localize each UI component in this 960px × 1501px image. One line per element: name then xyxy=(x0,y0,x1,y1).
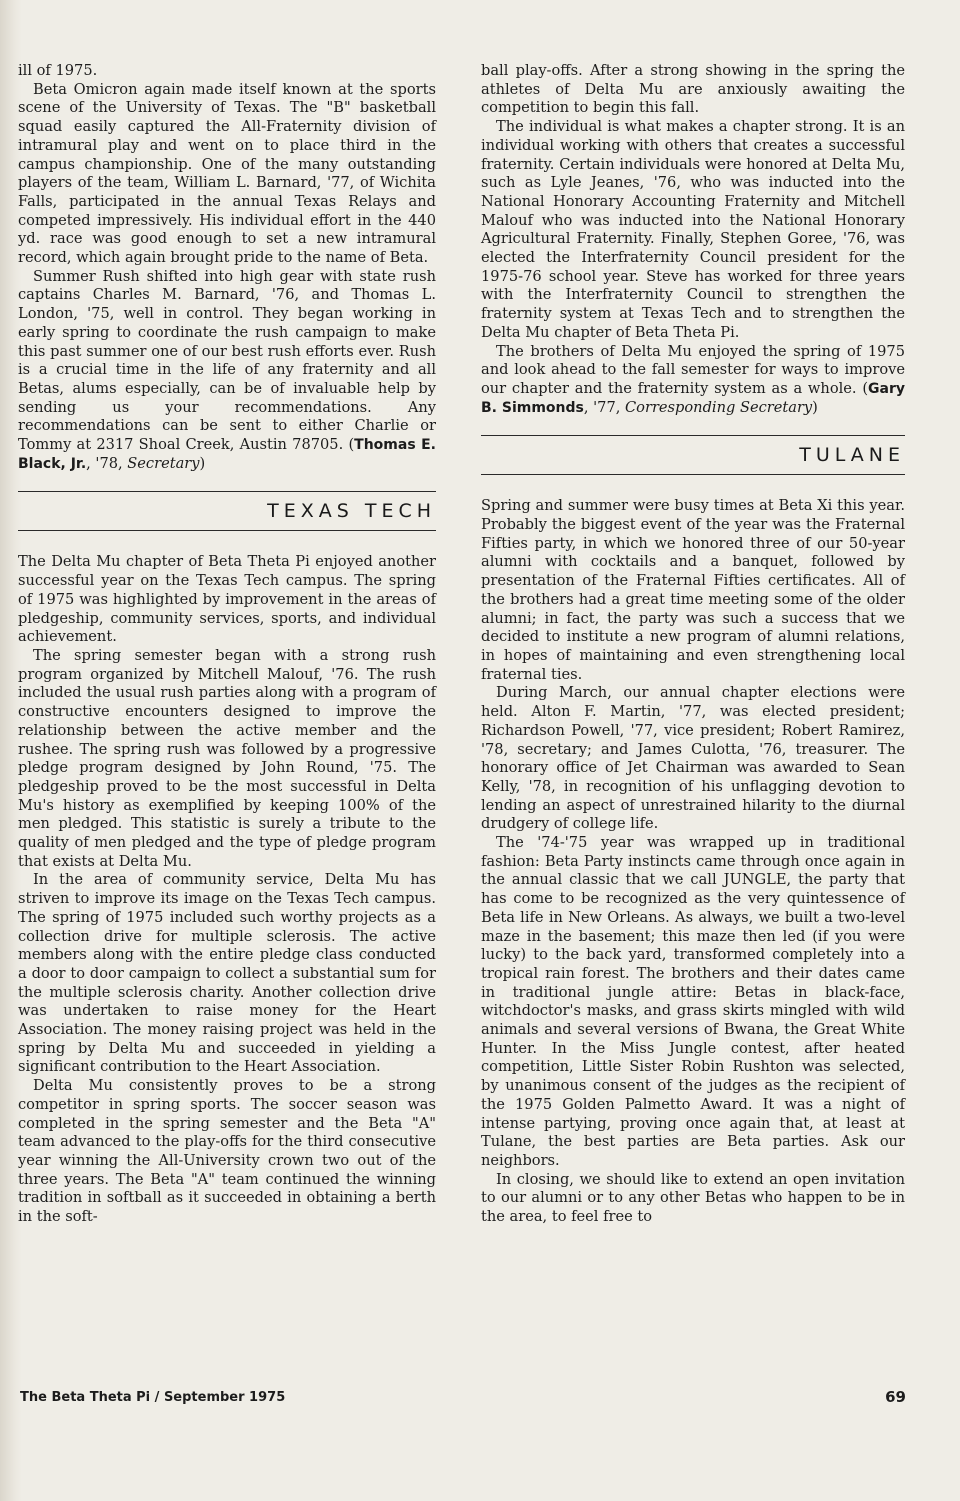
tulane-paragraph: In closing, we should like to extend an open invitation to our alumni or to any other Betas who happen to be in the area, to feel free to xyxy=(481,1170,905,1226)
section-rule-top xyxy=(481,435,905,436)
texas-signature-name: Thomas E. Black, Jr. xyxy=(18,437,436,472)
texas-tech-signature-role: Corresponding Secretary xyxy=(625,398,813,416)
tulane-paragraph: Spring and summer were busy times at Beta Xi this year. Probably the biggest event of the year was the Fraternal Fifties party, in which we honored three of our 50-year alumni with cocktails and a banquet, followed by presentation of the Fraternal Fifties certificates. All of the brothers had a great time meeting some of the older alumni; in fact, the party was such a success that we decided to institute a new program of alumni relations, in hopes of maintaining and even strengthening local fraternal ties. xyxy=(481,497,905,683)
tulane-paragraph: During March, our annual chapter elections were held. Alton F. Martin, '77, was elected president; Richardson Powell, '77, vice president; Robert Ramirez, '78, secretary; and James Culotta, '76, treasurer. The honorary office of Jet Chairman was awarded to Sean Kelly, '78, in recognition of his unflagging devotion to lending an aspect of unrestrained hilarity to the diurnal drudgery of college life. xyxy=(481,684,905,833)
section-rule-top xyxy=(18,491,436,492)
texas-tech-signature-name: Gary B. Simmonds xyxy=(481,380,905,416)
texas-tech-signature-year: , '77, xyxy=(583,398,621,416)
tulane-header xyxy=(481,435,905,475)
section-title-tulane: TULANE xyxy=(799,444,905,467)
texas-paragraph: Summer Rush shifted into high gear with state rush captains Charles M. Barnard, '76, and Thomas L. London, '75, well in control. They began working in early spring to coordinate the rush campaign to make this past summer one of our best rush efforts ever. Rush is a crucial time in the life of any fraternity and all Betas, alums especially, can be of invaluable help by sending us your recommendations. Any recommendations can be sent to either Charlie or Tommy at 2317 Shoal Creek, Austin 78705. (Thomas E. Black, Jr., '78, Secretary) xyxy=(18,267,436,472)
texas-tech-paragraph: ball play-offs. After a strong showing in the spring the athletes of Delta Mu are anxiously awaiting the competition to begin this fall. xyxy=(481,62,905,117)
texas-tech-paragraph-text: The brothers of Delta Mu enjoyed the spring of 1975 and look ahead to the fall semester for ways to improve our chapter and the fraternity system as a whole. xyxy=(481,342,905,397)
texas-tech-header xyxy=(18,491,436,531)
texas-tech-paragraph: The individual is what makes a chapter strong. It is an individual working with others that creates a successful fraternity. Certain individuals were honored at Delta Mu, such as Lyle Jeanes, '76, who was inducted into the National Honorary Accounting Fraternity and Mitchell Malouf who was inducted into the National Honorary Agricultural Fraternity. Finally, Stephen Goree, '76, was elected the Interfraternity Council president for the 1975-76 school year. Steve has worked for three years with the Interfraternity Council to strengthen the fraternity system at Texas Tech and to strengthen the Delta Mu chapter of Beta Theta Pi. xyxy=(481,118,905,341)
section-rule-bottom xyxy=(18,530,436,531)
texas-tech-paragraph: The spring semester began with a strong rush program organized by Mitchell Malouf, '76. The rush included the usual rush parties along with a program of constructive encounters designed to improve the relationship between the active member and the rushee. The spring rush was followed by a progressive pledge program designed by John Round, '75. The pledgeship proved to be the most successful in Delta Mu's history as exemplified by keeping 100% of the men pledged. This statistic is surely a tribute to the quality of men pledged and the type of pledge program that exists at Delta Mu. xyxy=(18,646,436,870)
texas-paragraph-text: Summer Rush shifted into high gear with state rush captains Charles M. Barnard, '76, and Thomas L. London, '75, well in control. They began working in early spring to coordinate the rush campaign to make this past summer one of our best rush efforts ever. Rush is a crucial time in the life of any fraternity and all Betas, alums especially, can be of invaluable help by sending us your recommendations. Any recommendations can be sent to either Charlie or Tommy at 2317 Shoal Creek, Austin 78705. xyxy=(18,267,436,454)
section-title-texas-tech: TEXAS TECH xyxy=(267,500,436,523)
running-footer: The Beta Theta Pi / September 1975 xyxy=(20,1390,286,1405)
section-rule-bottom xyxy=(481,474,905,475)
texas-tech-paragraph: The Delta Mu chapter of Beta Theta Pi enjoyed another successful year on the Texas Tech campus. The spring of 1975 was highlighted by improvement in the areas of pledgeship, community services, sports, and individual achievement. xyxy=(18,553,436,646)
texas-tech-paragraph: In the area of community service, Delta Mu has striven to improve its image on the Texas Tech campus. The spring of 1975 included such worthy projects as a collection drive for multiple sclerosis. The active members along with the entire pledge class conducted a door to door campaign to collect a substantial sum for the multiple sclerosis charity. Another collection drive was undertaken to raise money for the Heart Association. The money raising project was held in the spring by Delta Mu and succeeded in yielding a significant contribution to the Heart Association. xyxy=(18,871,436,1076)
texas-tech-paragraph: The brothers of Delta Mu enjoyed the spring of 1975 and look ahead to the fall semester for ways to improve our chapter and the fraternity system as a whole. (Gary B. Simmonds, '77, Corresponding Secretary) xyxy=(481,342,905,416)
texas-signature-role: Secretary xyxy=(127,454,200,472)
right-column xyxy=(481,62,905,1227)
texas-signature-year: , '78, xyxy=(86,454,123,472)
texas-paragraph: Beta Omicron again made itself known at the sports scene of the University of Texas. The "B" basketball squad easily captured the All-Fraternity division of intramural play and went on to place third in the campus championship. One of the many outstanding players of the team, William L. Barnard, '77, of Wichita Falls, participated in the annual Texas Relays and competed impressively. His individual effort in the 440 yd. race was good enough to set a new intramural record, which again brought pride to the name of Beta. xyxy=(18,80,436,267)
tulane-paragraph: The '74-'75 year was wrapped up in traditional fashion: Beta Party instincts came through once again in the annual classic that we call JUNGLE, the party that has come to be recognized as the very quintessence of Beta life in New Orleans. As always, we built a two-level maze in the basement; this maze then led (if you were lucky) to the back yard, transformed completely into a tropical rain forest. The brothers and their dates came in traditional jungle attire: Betas in black-face, witchdoctor's masks, and grass skirts mingled with wild animals and several versions of Bwana, the Great White Hunter. In the Miss Jungle contest, after heated competition, Little Sister Robin Rushton was selected, by unanimous consent of the judges as the recipient of the 1975 Golden Palmetto Award. It was a night of intense partying, proving once again that, at least at Tulane, the best parties are Beta parties. Ask our neighbors. xyxy=(481,834,905,1169)
texas-continued-fragment: ill of 1975. xyxy=(18,62,98,79)
left-column xyxy=(18,62,436,1227)
texas-tech-paragraph: Delta Mu consistently proves to be a strong competitor in spring sports. The soccer season was completed in the spring semester and the Beta "A" team advanced to the play-offs for the third consecutive year winning the All-University crown two out of the three years. The Beta "A" team continued the winning tradition in softball as it succeeded in obtaining a berth in the soft- xyxy=(18,1077,436,1226)
page-number: 69 xyxy=(885,1388,906,1406)
